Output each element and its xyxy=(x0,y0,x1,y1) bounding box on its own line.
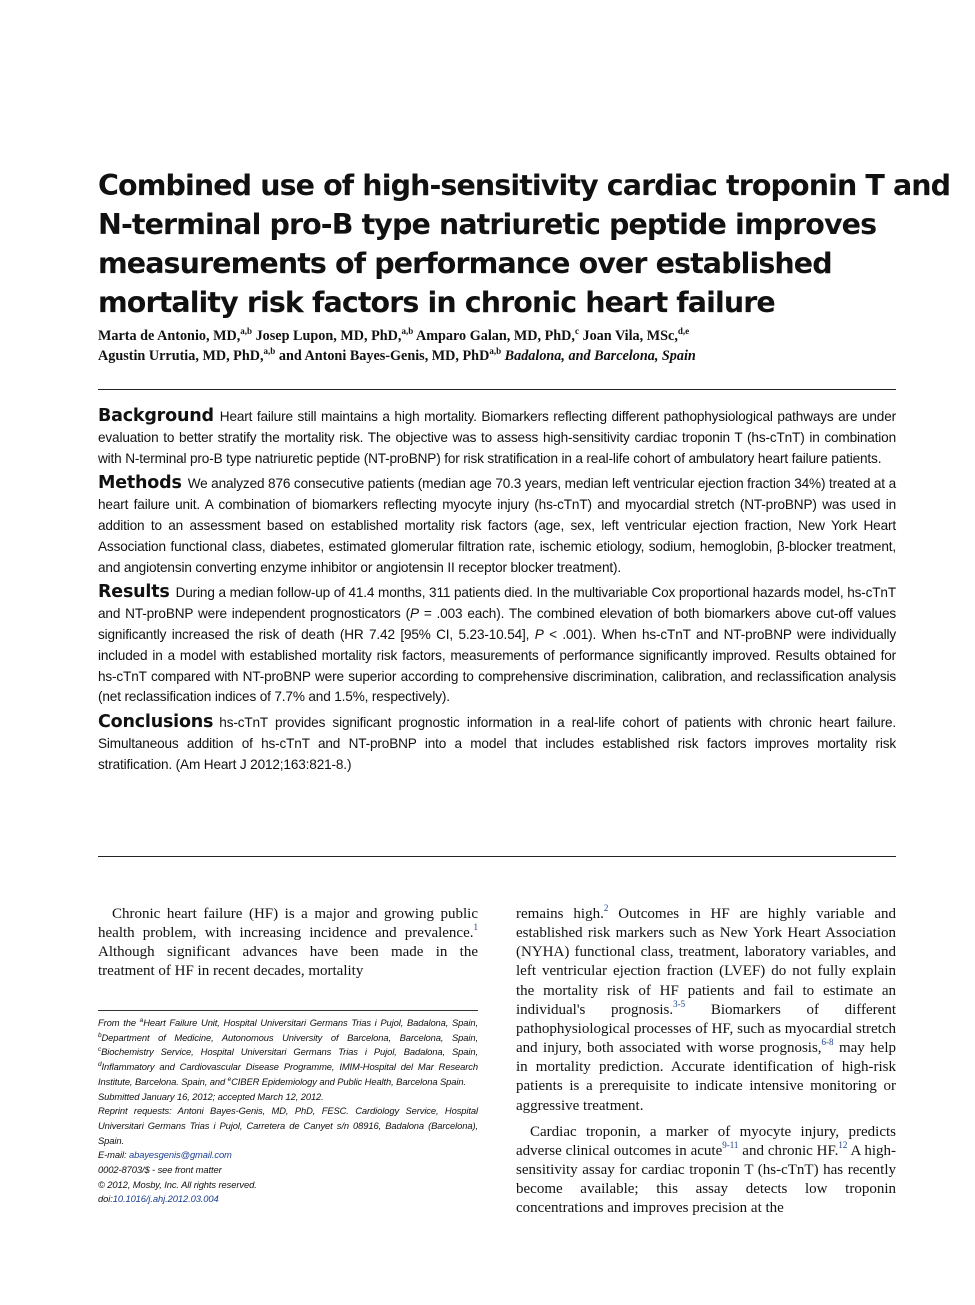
affiliation-marker: e xyxy=(227,1075,232,1083)
email-link[interactable]: abayesgenis@gmail.com xyxy=(128,1149,232,1161)
affiliations xyxy=(98,1016,478,1090)
author-affiliation: a,b xyxy=(489,346,502,356)
author-affiliation: a,b xyxy=(240,326,253,336)
abstract xyxy=(98,406,896,780)
abstract-conclusions xyxy=(98,712,896,775)
footnote-text: CIBER Epidemiology and Public Health, Barcelona Spain. xyxy=(231,1075,466,1087)
title-line-1: Combined use of high-sensitivity cardiac troponin T and xyxy=(98,169,951,202)
title-line-3: measurements of performance over established xyxy=(98,247,832,280)
email-line: E-mail: abayesgenis@gmail.com xyxy=(98,1149,232,1161)
author-name: and Antoni Bayes-Genis, MD, PhD xyxy=(278,348,490,364)
author-list xyxy=(98,326,898,366)
affiliation-marker: b xyxy=(98,1031,102,1039)
body-text: Although significant advances have been made in the treatment of HF in recent decades, mortality xyxy=(98,944,478,980)
author-affiliation: c xyxy=(574,326,579,336)
abstract-results xyxy=(98,582,896,708)
reference-link[interactable]: 2 xyxy=(603,903,609,913)
reference-link[interactable]: 6-8 xyxy=(821,1037,834,1048)
affiliation-marker: c xyxy=(98,1046,102,1054)
abstract-methods xyxy=(98,473,896,578)
reference-link[interactable]: 1 xyxy=(473,922,478,933)
copyright-line: © 2012, Mosby, Inc. All rights reserved. xyxy=(98,1178,257,1190)
body-text: remains high. xyxy=(516,906,604,922)
abstract-background xyxy=(98,406,896,469)
results-heading: Results xyxy=(98,582,170,603)
reference-link[interactable]: 3-5 xyxy=(673,998,686,1009)
footnote-text: Biochemistry Service, Hospital Universitari Germans Trias i Pujol, Badalona, Spain, xyxy=(101,1046,478,1058)
body-paragraph xyxy=(516,1123,896,1219)
body-text: may help in mortality prediction. Accurate identification of high-risk patients is a prerequisite to indicate intensive monitoring or aggressive treatment. xyxy=(516,1040,896,1114)
footnote-rule xyxy=(98,1010,478,1011)
body-text: Biomarkers of different pathophysiological processes of HF, such as myocardial stretch and injury, both associated with worse prognosis, xyxy=(516,1001,896,1057)
title-line-4: mortality risk factors in chronic heart failure xyxy=(98,286,775,319)
footnote-text: Inflammatory and Cardiovascular Disease Programme, IMIM-Hospital del Mar Research Institute, Barcelona. Spain, and xyxy=(98,1061,478,1087)
affiliation-marker: a xyxy=(139,1017,144,1024)
conclusions-heading: Conclusions xyxy=(98,712,214,733)
author-name: Amparo Galan, MD, PhD, xyxy=(415,328,575,344)
results-text-2: = .003 each). The combined elevation of both biomarkers above cut-off values significantly increased the risk of death (HR 7.42 [95% CI, 5.23-10.54], xyxy=(98,606,896,642)
doi-line: doi:10.1016/j.ahj.2012.03.004 xyxy=(98,1193,219,1205)
submission-dates: Submitted January 16, 2012; accepted March 12, 2012. xyxy=(98,1090,324,1102)
author-name: Marta de Antonio, MD, xyxy=(98,328,241,344)
body-text: and chronic HF. xyxy=(738,1142,839,1159)
body-paragraph xyxy=(98,905,478,982)
body-right-column xyxy=(516,905,896,1219)
body-text: Cardiac troponin, a marker of myocyte injury, predicts adverse clinical outcomes in acute xyxy=(516,1123,896,1159)
reference-link[interactable]: 9-11 xyxy=(722,1139,739,1150)
author-line-2 xyxy=(98,346,898,366)
conclusions-text: hs-cTnT provides significant prognostic information in a real-life cohort of patients with chronic heart failure. Simultaneous addition of hs-cTnT and NT-proBNP into a model that includes established risk factors improves mortality risk stratification. (Am Heart J 2012;163:821-8.) xyxy=(98,715,896,772)
article-title xyxy=(98,166,951,322)
title-line-2: N-terminal pro-B type natriuretic peptide improves xyxy=(98,208,877,241)
background-heading: Background xyxy=(98,406,214,426)
footnotes xyxy=(98,1016,478,1207)
reference-link[interactable]: 12 xyxy=(838,1139,848,1150)
p-value-symbol: P xyxy=(409,606,419,622)
p-value-symbol: P xyxy=(534,626,544,642)
affiliation-marker: d xyxy=(98,1061,102,1069)
author-affiliation: a,b xyxy=(401,326,414,336)
body-paragraph xyxy=(516,905,896,1116)
abstract-top-rule xyxy=(98,389,896,390)
body-text: Outcomes in HF are highly variable and established risk markers such as New York Heart Association (NYHA) functional class, treatment, laboratory variables, and left ventricular ejection fraction (LVEF) do not fully explain the mortality risk of HF patients and fail to estimate an individual's prognosis. xyxy=(516,906,896,1018)
results-text-3: < .001). When hs-cTnT and NT-proBNP were individually included in a model with established mortality risk factors, measurements of performance significantly improved. Results obtained for hs-cTnT compared with NT-proBNP were superior according to comprehensive discrimination, calibration, and reclassification analysis (net reclassification indices of 7.7% and 1.5%, respectively). xyxy=(98,626,896,705)
author-name: Agustin Urrutia, MD, PhD, xyxy=(98,348,264,364)
author-location: Badalona, and Barcelona, Spain xyxy=(504,348,696,364)
footnote-text: Heart Failure Unit, Hospital Universitari Germans Trias i Pujol, Badalona, Spain, xyxy=(143,1017,479,1028)
methods-text: We analyzed 876 consecutive patients (median age 70.3 years, median left ventricular ejection fraction 34%) treated at a heart failure unit. A combination of biomarkers reflecting myocyte injury (hs-cTnT) and myocardial stretch (NT-proBNP) was used in addition to an assessment based on established mortality risk factors (age, sex, left ventricular ejection fraction, New York Heart Association functional class, diabetes, estimated glomerular filtration rate, ischemic etiology, sodium, hemoglobin, β-blocker treatment, and angiotensin converting enzyme inhibitor or angiotensin II receptor blocker treatment). xyxy=(98,476,896,575)
body-left-column xyxy=(98,905,478,982)
abstract-bottom-rule xyxy=(98,856,896,857)
author-affiliation: a,b xyxy=(263,346,276,356)
author-name: Josep Lupon, MD, PhD, xyxy=(255,328,402,344)
issn-line: 0002-8703/$ - see front matter xyxy=(98,1164,222,1176)
doi-link[interactable]: 10.1016/j.ahj.2012.03.004 xyxy=(112,1193,219,1205)
author-name: Joan Vila, MSc, xyxy=(582,328,678,344)
footnote-text: From the xyxy=(98,1017,140,1028)
author-line-1 xyxy=(98,326,898,346)
author-affiliation: d,e xyxy=(677,326,690,336)
results-text-1: During a median follow-up of 41.4 months, 311 patients died. In the multivariable Cox proportional hazards model, hs-cTnT and NT-proBNP were independent prognosticators ( xyxy=(98,585,896,622)
body-text: A high-sensitivity assay for cardiac troponin T (hs-cTnT) has recently become available; this assay detects low troponin concentrations and improves precision at the xyxy=(516,1142,896,1217)
background-text: Heart failure still maintains a high mortality. Biomarkers reflecting different pathophysiological pathways are under evaluation to better stratify the mortality risk. The objective was to assess high-sensitivity cardiac troponin T (hs-cTnT) in combination with N-terminal pro-B type natriuretic peptide (NT-proBNP) for risk stratification in a real-life cohort of ambulatory heart failure patients. xyxy=(98,409,896,466)
reprint-requests: Reprint requests: Antoni Bayes-Genis, MD, PhD, FESC. Cardiology Service, Hospital Universitari Germans Trias i Pujol, Carretera de Canyet s/n 08916, Badalona (Barcelona), Spain. xyxy=(98,1105,478,1146)
body-text: Chronic heart failure (HF) is a major and growing public health problem, with increasing incidence and prevalence. xyxy=(98,906,478,942)
methods-heading: Methods xyxy=(98,473,182,494)
footnote-text: Department of Medicine, Autonomous University of Barcelona, Barcelona, Spain, xyxy=(101,1031,478,1043)
